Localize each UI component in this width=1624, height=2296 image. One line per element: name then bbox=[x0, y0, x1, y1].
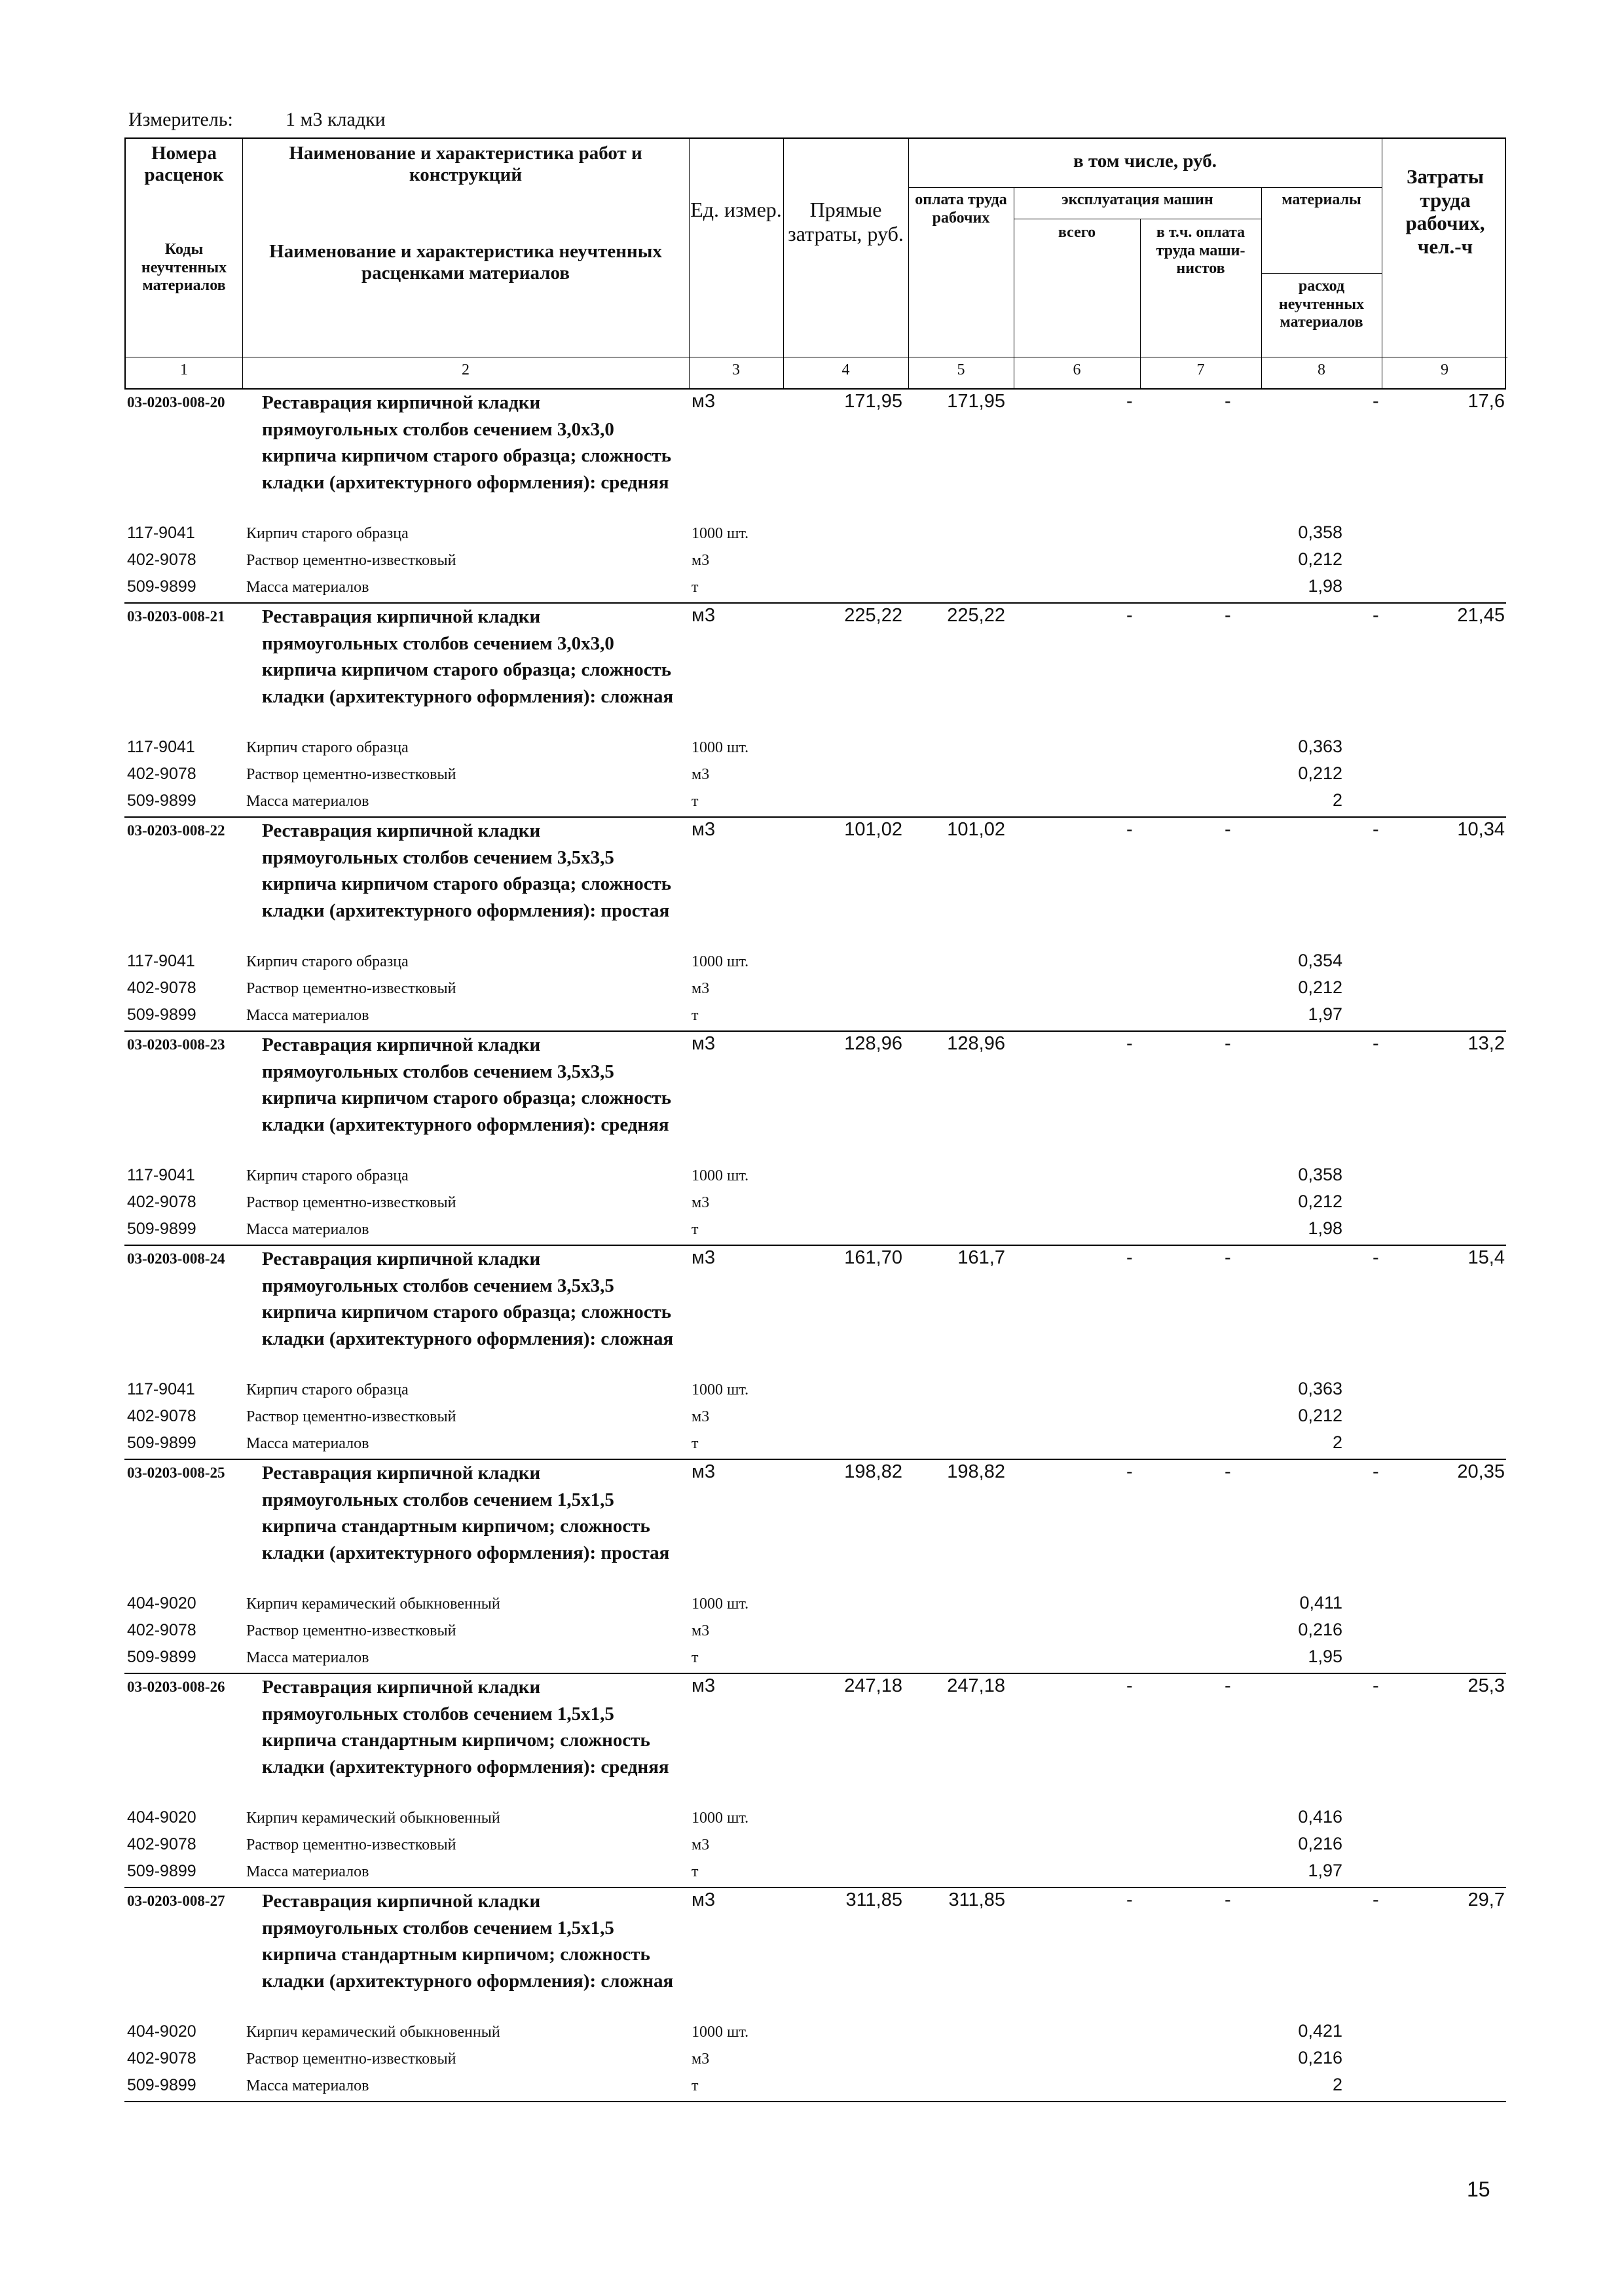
machinist-pay: - bbox=[1225, 1247, 1231, 1268]
labor-pay: 225,22 bbox=[947, 605, 1005, 626]
labor-cost: 20,35 bbox=[1457, 1461, 1505, 1482]
machines-total: - bbox=[1126, 819, 1133, 840]
col-number: 3 bbox=[732, 361, 740, 378]
header-machinist-pay: в т.ч. оплата труда маши- нистов bbox=[1156, 224, 1246, 278]
machines-total: - bbox=[1126, 391, 1133, 412]
material-code: 402-9078 bbox=[127, 1193, 196, 1211]
machines-total: - bbox=[1126, 1675, 1133, 1696]
labor-pay: 101,02 bbox=[947, 819, 1005, 840]
material-name: Кирпич старого образца bbox=[246, 739, 409, 756]
material-qty: 2 bbox=[1332, 790, 1342, 810]
material-unit: м3 bbox=[692, 1408, 710, 1425]
material-unit: т bbox=[692, 2077, 699, 2094]
material-name: Раствор цементно-известковый bbox=[246, 766, 456, 783]
header-material-codes: Коды неучтенных материалов bbox=[141, 241, 227, 295]
table-header bbox=[124, 137, 1506, 390]
rate-entry bbox=[124, 1032, 1506, 1245]
material-unit: 1000 шт. bbox=[692, 1595, 749, 1613]
direct-cost: 225,22 bbox=[844, 605, 902, 626]
material-name: Масса материалов bbox=[246, 1221, 369, 1238]
material-unit: м3 bbox=[692, 1622, 710, 1639]
material-qty: 0,358 bbox=[1298, 522, 1342, 542]
machinist-pay: - bbox=[1225, 1461, 1231, 1482]
header-extra-materials: расход неучтенных материалов bbox=[1278, 278, 1365, 331]
material-code: 402-9078 bbox=[127, 551, 196, 569]
header-including: в том числе, руб. bbox=[1073, 151, 1217, 172]
material-qty: 0,216 bbox=[1298, 2048, 1342, 2068]
material-name: Масса материалов bbox=[246, 1435, 369, 1452]
rate-unit: м3 bbox=[692, 1247, 716, 1268]
material-unit: м3 bbox=[692, 766, 710, 783]
machinist-pay: - bbox=[1225, 1675, 1231, 1696]
material-code: 117-9041 bbox=[127, 1380, 195, 1398]
material-code: 117-9041 bbox=[127, 1166, 195, 1184]
material-code: 509-9899 bbox=[127, 1220, 196, 1238]
rate-entry bbox=[124, 604, 1506, 816]
col-number: 1 bbox=[180, 361, 188, 378]
labor-pay: 198,82 bbox=[947, 1461, 1005, 1482]
material-qty: 0,212 bbox=[1298, 1192, 1342, 1211]
rate-code: 03-0203-008-20 bbox=[127, 394, 225, 410]
material-qty: 0,363 bbox=[1298, 1379, 1342, 1398]
material-unit: 1000 шт. bbox=[692, 2024, 749, 2041]
material-unit: т bbox=[692, 793, 699, 810]
material-code: 402-9078 bbox=[127, 1835, 196, 1853]
material-name: Кирпич керамический обыкновенный bbox=[246, 2024, 500, 2041]
labor-cost: 15,4 bbox=[1467, 1247, 1505, 1268]
material-qty: 0,216 bbox=[1298, 1834, 1342, 1853]
rate-code: 03-0203-008-25 bbox=[127, 1465, 225, 1481]
materials-cost: - bbox=[1373, 1247, 1379, 1268]
material-name: Раствор цементно-известковый bbox=[246, 1408, 456, 1425]
machinist-pay: - bbox=[1225, 1033, 1231, 1054]
rate-entry bbox=[124, 1246, 1506, 1459]
material-name: Масса материалов bbox=[246, 1007, 369, 1024]
meter-label: Измеритель: bbox=[128, 109, 233, 130]
materials-cost: - bbox=[1373, 1675, 1379, 1696]
material-code: 402-9078 bbox=[127, 2049, 196, 2068]
material-name: Раствор цементно-известковый bbox=[246, 1194, 456, 1211]
header-work-name: Наименование и характеристика работ и конструкций bbox=[289, 143, 642, 186]
meter-value: 1 м3 кладки bbox=[286, 109, 386, 130]
material-unit: т bbox=[692, 1007, 699, 1024]
direct-cost: 198,82 bbox=[844, 1461, 902, 1482]
material-qty: 0,416 bbox=[1298, 1807, 1342, 1827]
rate-title: Реставрация кирпичной кладки прямоугольных столбов сечением 1,5х1,5 кирпича стандартным кирпичом; сложность кладки (архитектурного оформления): сложная bbox=[262, 1891, 674, 1992]
labor-cost: 17,6 bbox=[1467, 391, 1505, 412]
material-unit: т bbox=[692, 579, 699, 596]
material-name: Кирпич старого образца bbox=[246, 1167, 409, 1184]
material-qty: 1,98 bbox=[1308, 1218, 1342, 1238]
material-qty: 0,411 bbox=[1299, 1593, 1342, 1613]
col-number: 2 bbox=[462, 361, 470, 378]
rate-entry bbox=[124, 1888, 1506, 2101]
material-code: 404-9020 bbox=[127, 1808, 196, 1827]
rate-title: Реставрация кирпичной кладки прямоугольных столбов сечением 1,5х1,5 кирпича стандартным кирпичом; сложность кладки (архитектурного оформления): простая bbox=[262, 1463, 670, 1563]
material-name: Кирпич керамический обыкновенный bbox=[246, 1595, 500, 1613]
material-qty: 0,358 bbox=[1298, 1165, 1342, 1184]
material-qty: 0,212 bbox=[1298, 1406, 1342, 1425]
labor-cost: 29,7 bbox=[1467, 1889, 1505, 1910]
machines-total: - bbox=[1126, 1461, 1133, 1482]
material-name: Масса материалов bbox=[246, 793, 369, 810]
material-unit: 1000 шт. bbox=[692, 953, 749, 970]
material-name: Масса материалов bbox=[246, 2077, 369, 2094]
direct-cost: 171,95 bbox=[844, 391, 902, 412]
labor-cost: 10,34 bbox=[1457, 819, 1505, 840]
rate-code: 03-0203-008-22 bbox=[127, 822, 225, 839]
labor-pay: 128,96 bbox=[947, 1033, 1005, 1054]
material-qty: 2 bbox=[1332, 2075, 1342, 2094]
rate-unit: м3 bbox=[692, 1889, 716, 1910]
labor-cost: 25,3 bbox=[1467, 1675, 1505, 1696]
material-qty: 1,97 bbox=[1308, 1004, 1342, 1024]
direct-cost: 247,18 bbox=[844, 1675, 902, 1696]
rate-entry bbox=[124, 1674, 1506, 1887]
col-number: 4 bbox=[841, 361, 850, 378]
material-code: 404-9020 bbox=[127, 2022, 196, 2041]
materials-cost: - bbox=[1373, 391, 1379, 412]
material-name: Раствор цементно-известковый bbox=[246, 552, 456, 569]
materials-cost: - bbox=[1373, 605, 1379, 626]
material-code: 402-9078 bbox=[127, 1407, 196, 1425]
col-number: 7 bbox=[1196, 361, 1205, 378]
rate-entry bbox=[124, 818, 1506, 1030]
col-number: 6 bbox=[1073, 361, 1081, 378]
material-name: Раствор цементно-известковый bbox=[246, 2050, 456, 2068]
material-code: 509-9899 bbox=[127, 577, 196, 596]
material-code: 117-9041 bbox=[127, 524, 195, 542]
machines-total: - bbox=[1126, 1033, 1133, 1054]
material-code: 402-9078 bbox=[127, 979, 196, 997]
material-code: 509-9899 bbox=[127, 2076, 196, 2094]
material-name: Масса материалов bbox=[246, 1649, 369, 1666]
material-unit: т bbox=[692, 1221, 699, 1238]
rate-title: Реставрация кирпичной кладки прямоугольных столбов сечением 3,5х3,5 кирпича кирпичом старого образца; сложность кладки (архитектурного оформления): средняя bbox=[262, 1034, 672, 1135]
page-number: 15 bbox=[1467, 2178, 1490, 2201]
rate-unit: м3 bbox=[692, 391, 716, 412]
material-name: Раствор цементно-известковый bbox=[246, 1836, 456, 1853]
rate-code: 03-0203-008-27 bbox=[127, 1893, 225, 1909]
material-qty: 1,97 bbox=[1308, 1861, 1342, 1880]
material-unit: 1000 шт. bbox=[692, 739, 749, 756]
labor-pay: 171,95 bbox=[947, 391, 1005, 412]
rate-title: Реставрация кирпичной кладки прямоугольных столбов сечением 3,0х3,0 кирпича кирпичом старого образца; сложность кладки (архитектурного оформления): средняя bbox=[262, 392, 672, 493]
header-labor-cost: Затраты труда рабочих, чел.-ч bbox=[1405, 165, 1485, 258]
header-labor-pay: оплата труда рабочих bbox=[915, 191, 1007, 227]
machines-total: - bbox=[1126, 605, 1133, 626]
material-qty: 0,363 bbox=[1298, 737, 1342, 756]
material-unit: м3 bbox=[692, 2050, 710, 2068]
material-code: 509-9899 bbox=[127, 792, 196, 810]
col-number: 9 bbox=[1441, 361, 1449, 378]
material-qty: 0,216 bbox=[1298, 1620, 1342, 1639]
material-qty: 1,98 bbox=[1308, 576, 1342, 596]
materials-cost: - bbox=[1373, 1889, 1379, 1910]
rate-unit: м3 bbox=[692, 1461, 716, 1482]
rate-code: 03-0203-008-21 bbox=[127, 608, 225, 625]
material-code: 509-9899 bbox=[127, 1648, 196, 1666]
header-materials: материалы bbox=[1282, 191, 1361, 208]
material-qty: 0,354 bbox=[1298, 951, 1342, 970]
material-unit: 1000 шт. bbox=[692, 1167, 749, 1184]
header-direct-costs: Прямые затраты, руб. bbox=[788, 198, 904, 246]
meter-line bbox=[128, 109, 386, 131]
material-qty: 0,212 bbox=[1298, 549, 1342, 569]
rate-title: Реставрация кирпичной кладки прямоугольных столбов сечением 1,5х1,5 кирпича стандартным кирпичом; сложность кладки (архитектурного оформления): средняя bbox=[262, 1677, 669, 1777]
material-qty: 0,421 bbox=[1298, 2021, 1342, 2041]
material-code: 402-9078 bbox=[127, 1621, 196, 1639]
material-code: 509-9899 bbox=[127, 1006, 196, 1024]
materials-cost: - bbox=[1373, 1461, 1379, 1482]
rate-unit: м3 bbox=[692, 605, 716, 626]
row-divider bbox=[124, 2101, 1506, 2102]
labor-cost: 21,45 bbox=[1457, 605, 1505, 626]
labor-pay: 247,18 bbox=[947, 1675, 1005, 1696]
header-machines: эксплуатация машин bbox=[1061, 191, 1213, 208]
machinist-pay: - bbox=[1225, 605, 1231, 626]
rate-title: Реставрация кирпичной кладки прямоугольных столбов сечением 3,5х3,5 кирпича кирпичом старого образца; сложность кладки (архитектурного оформления): простая bbox=[262, 820, 672, 921]
materials-cost: - bbox=[1373, 819, 1379, 840]
material-qty: 0,212 bbox=[1298, 763, 1342, 783]
rate-unit: м3 bbox=[692, 1675, 716, 1696]
rate-code: 03-0203-008-23 bbox=[127, 1036, 225, 1053]
material-unit: м3 bbox=[692, 1194, 710, 1211]
material-unit: т bbox=[692, 1863, 699, 1880]
material-code: 509-9899 bbox=[127, 1434, 196, 1452]
material-code: 117-9041 bbox=[127, 738, 195, 756]
material-qty: 1,95 bbox=[1308, 1647, 1342, 1666]
rate-code: 03-0203-008-24 bbox=[127, 1250, 225, 1267]
col-number: 8 bbox=[1318, 361, 1325, 378]
rate-entry bbox=[124, 390, 1506, 602]
material-name: Масса материалов bbox=[246, 1863, 369, 1880]
rate-unit: м3 bbox=[692, 1033, 716, 1054]
direct-cost: 128,96 bbox=[844, 1033, 902, 1054]
header-material-name: Наименование и характеристика неучтенных расценками материалов bbox=[269, 241, 662, 284]
material-unit: т bbox=[692, 1649, 699, 1666]
machinist-pay: - bbox=[1225, 819, 1231, 840]
material-unit: 1000 шт. bbox=[692, 525, 749, 542]
rate-unit: м3 bbox=[692, 819, 716, 840]
material-unit: м3 bbox=[692, 1836, 710, 1853]
machinist-pay: - bbox=[1225, 391, 1231, 412]
labor-pay: 161,7 bbox=[957, 1247, 1005, 1268]
material-qty: 2 bbox=[1332, 1432, 1342, 1452]
material-name: Раствор цементно-известковый bbox=[246, 1622, 456, 1639]
material-code: 402-9078 bbox=[127, 765, 196, 783]
material-name: Кирпич старого образца bbox=[246, 953, 409, 970]
direct-cost: 311,85 bbox=[845, 1889, 902, 1910]
rate-title: Реставрация кирпичной кладки прямоугольных столбов сечением 3,0х3,0 кирпича кирпичом старого образца; сложность кладки (архитектурного оформления): сложная bbox=[262, 606, 674, 707]
material-code: 117-9041 bbox=[127, 952, 195, 970]
rate-entry bbox=[124, 1460, 1506, 1673]
labor-cost: 13,2 bbox=[1467, 1033, 1505, 1054]
material-code: 509-9899 bbox=[127, 1862, 196, 1880]
header-rate-numbers: Номера расценок bbox=[144, 143, 224, 186]
material-unit: т bbox=[692, 1435, 699, 1452]
material-unit: 1000 шт. bbox=[692, 1381, 749, 1398]
material-qty: 0,212 bbox=[1298, 977, 1342, 997]
machinist-pay: - bbox=[1225, 1889, 1231, 1910]
materials-cost: - bbox=[1373, 1033, 1379, 1054]
header-unit: Ед. измер. bbox=[690, 198, 782, 221]
material-name: Раствор цементно-известковый bbox=[246, 980, 456, 997]
labor-pay: 311,85 bbox=[948, 1889, 1005, 1910]
direct-cost: 161,70 bbox=[844, 1247, 902, 1268]
material-code: 404-9020 bbox=[127, 1594, 196, 1613]
machines-total: - bbox=[1126, 1247, 1133, 1268]
material-name: Кирпич старого образца bbox=[246, 525, 409, 542]
material-name: Кирпич старого образца bbox=[246, 1381, 409, 1398]
rate-title: Реставрация кирпичной кладки прямоугольных столбов сечением 3,5х3,5 кирпича кирпичом старого образца; сложность кладки (архитектурного оформления): сложная bbox=[262, 1248, 674, 1349]
machines-total: - bbox=[1126, 1889, 1133, 1910]
material-unit: м3 bbox=[692, 980, 710, 997]
header-machines-total: всего bbox=[1058, 224, 1096, 241]
col-number: 5 bbox=[957, 361, 965, 378]
direct-cost: 101,02 bbox=[844, 819, 902, 840]
material-name: Масса материалов bbox=[246, 579, 369, 596]
rate-code: 03-0203-008-26 bbox=[127, 1679, 225, 1695]
material-unit: 1000 шт. bbox=[692, 1810, 749, 1827]
material-unit: м3 bbox=[692, 552, 710, 569]
material-name: Кирпич керамический обыкновенный bbox=[246, 1810, 500, 1827]
